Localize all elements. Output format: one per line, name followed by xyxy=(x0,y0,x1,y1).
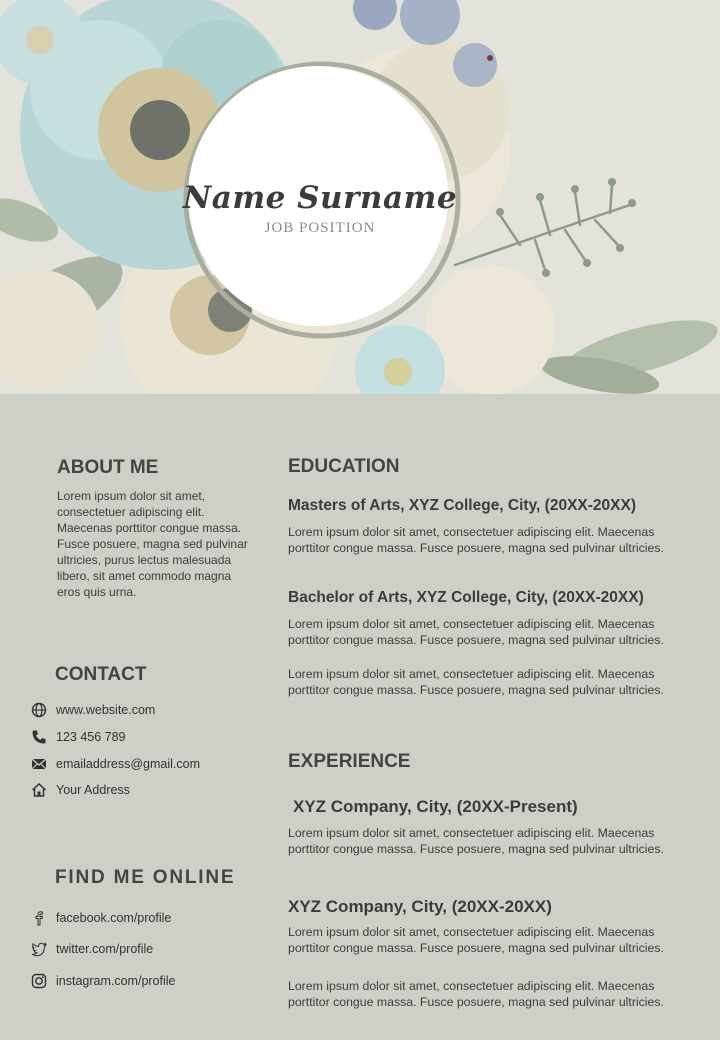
online-twitter[interactable] xyxy=(30,939,153,959)
facebook-icon xyxy=(30,909,48,927)
education-entry-1-text: Lorem ipsum dolor sit amet, consectetuer adipiscing elit. Maecenas porttitor congue massa. Fusce posuere, magna sed pulvinar ultricies. xyxy=(288,525,664,555)
about-heading: ABOUT ME xyxy=(57,457,159,478)
contact-email[interactable] xyxy=(30,754,200,774)
globe-icon xyxy=(30,701,48,719)
instagram-text: instagram.com/profile xyxy=(56,974,176,988)
address-text: Your Address xyxy=(56,783,130,797)
phone-text: 123 456 789 xyxy=(56,730,126,744)
experience-entry-1-title: XYZ Company, City, (20XX-Present) xyxy=(293,797,578,816)
candidate-name: Name Surname xyxy=(182,180,458,216)
experience-entry-1-text: Lorem ipsum dolor sit amet, consectetuer adipiscing elit. Maecenas porttitor congue massa. Fusce posuere, magna sed pulvinar ultricies. xyxy=(288,826,664,856)
floral-header xyxy=(0,0,720,394)
job-position: JOB POSITION xyxy=(264,220,376,236)
email-text: emailaddress@gmail.com xyxy=(56,757,200,771)
contact-heading: CONTACT xyxy=(55,664,147,685)
online-facebook[interactable] xyxy=(30,908,171,928)
phone-icon xyxy=(30,728,48,746)
online-instagram[interactable] xyxy=(30,971,176,991)
find-me-online-heading: FIND ME ONLINE xyxy=(55,867,236,888)
education-entry-1-title: Masters of Arts, XYZ College, City, (20XX-20XX) xyxy=(288,497,636,514)
instagram-icon xyxy=(30,972,48,990)
mail-icon xyxy=(30,755,48,773)
twitter-text: twitter.com/profile xyxy=(56,942,154,956)
education-entry-2-text: Lorem ipsum dolor sit amet, consectetuer adipiscing elit. Maecenas porttitor congue massa. Fusce posuere, magna sed pulvinar ultricies. xyxy=(288,617,664,647)
experience-entry-2-title: XYZ Company, City, (20XX-20XX) xyxy=(288,897,552,916)
home-icon xyxy=(30,781,48,799)
education-entry-2-title: Bachelor of Arts, XYZ College, City, (20XX-20XX) xyxy=(288,589,644,606)
contact-phone[interactable] xyxy=(30,727,126,747)
experience-entry-2-text: Lorem ipsum dolor sit amet, consectetuer adipiscing elit. Maecenas porttitor congue massa. Fusce posuere, magna sed pulvinar ultricies. xyxy=(288,925,664,955)
website-text: www.website.com xyxy=(56,703,156,717)
education-heading: EDUCATION xyxy=(288,456,400,477)
education-extra-text: Lorem ipsum dolor sit amet, consectetuer adipiscing elit. Maecenas porttitor congue massa. Fusce posuere, magna sed pulvinar ultricies. xyxy=(288,667,664,697)
facebook-text: facebook.com/profile xyxy=(56,911,172,925)
twitter-icon xyxy=(30,940,48,958)
experience-heading: EXPERIENCE xyxy=(288,751,411,772)
contact-website[interactable] xyxy=(30,700,155,720)
experience-extra-text: Lorem ipsum dolor sit amet, consectetuer adipiscing elit. Maecenas porttitor congue massa. Fusce posuere, magna sed pulvinar ultricies. xyxy=(288,979,664,1009)
contact-address[interactable] xyxy=(30,780,130,800)
about-text: Lorem ipsum dolor sit amet, consectetuer adipiscing elit. Maecenas porttitor congue massa. Fusce posuere, magna sed pulvinar ultricies, purus lectus malesuada libero, sit amet commodo magna eros quis urna. xyxy=(57,489,248,599)
